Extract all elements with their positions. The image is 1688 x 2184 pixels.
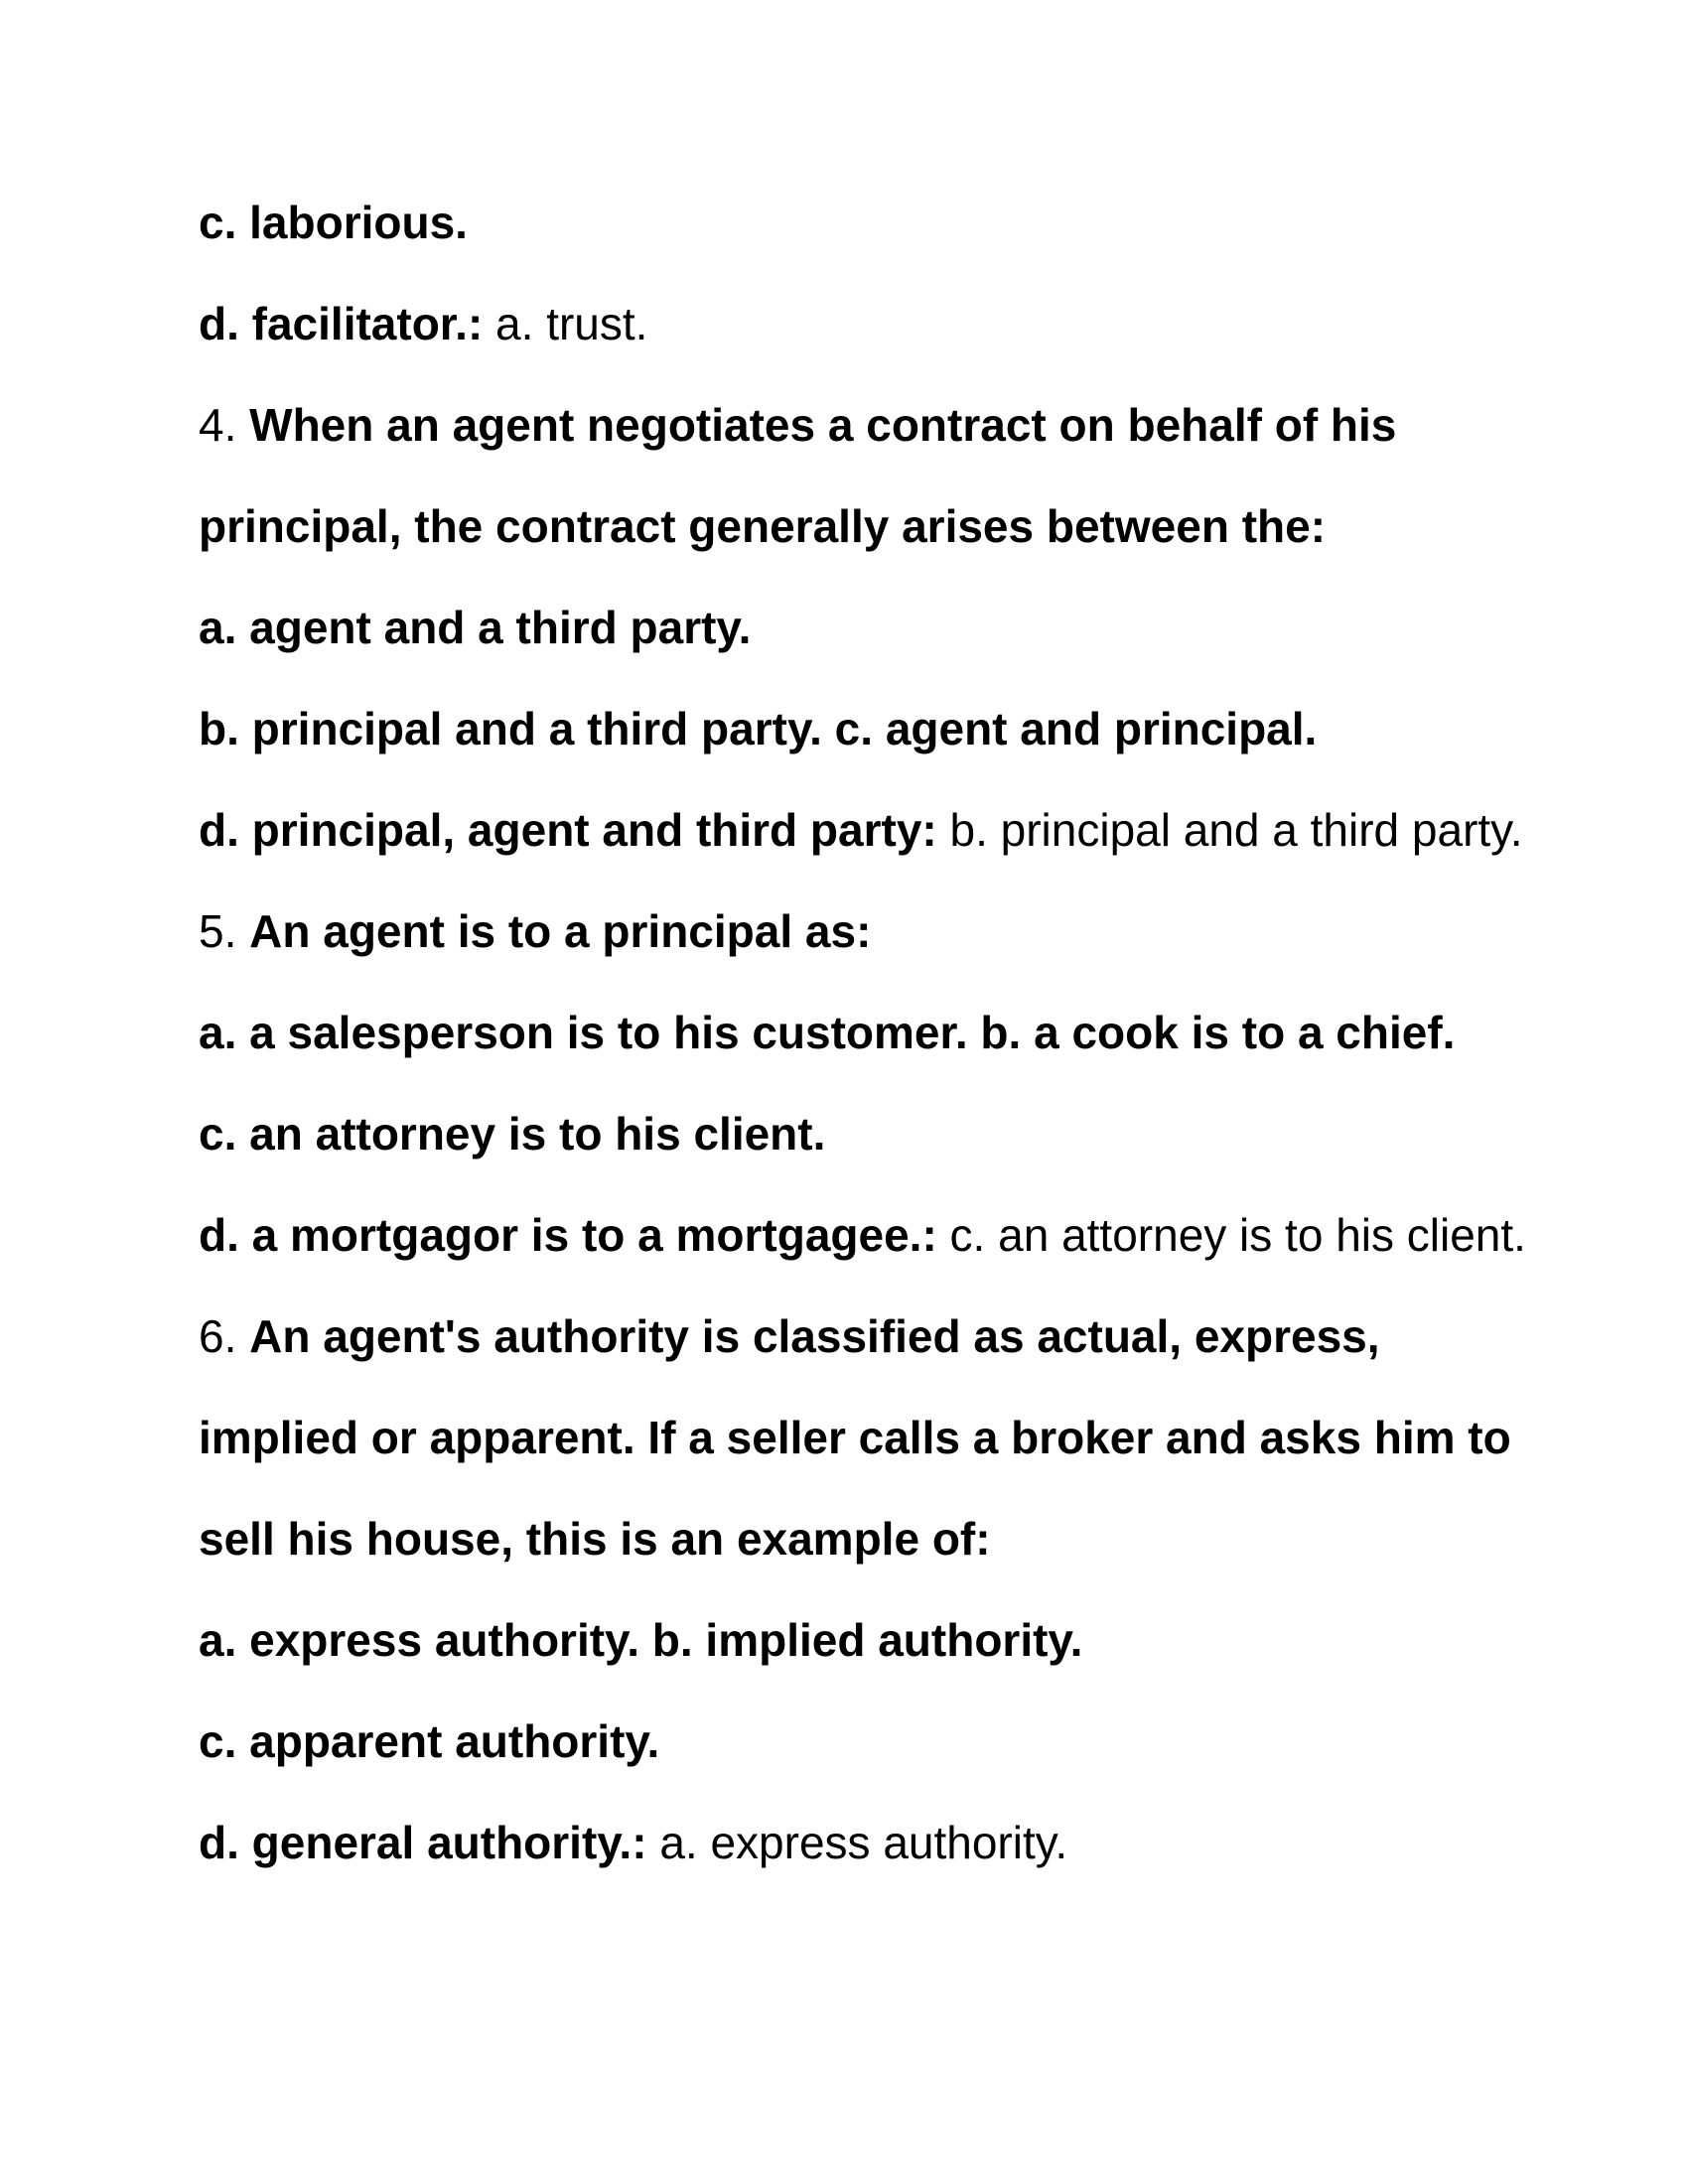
answer-text: a. trust. <box>483 298 648 349</box>
answer-text: c. an attorney is to his client. <box>936 1209 1526 1261</box>
answer-text: b. principal and a third party. <box>936 804 1523 856</box>
option-text: a. a salesperson is to his customer. b. a cook is to a chief. <box>199 1007 1456 1058</box>
question-text: When an agent negotiates a contract on behalf of his <box>249 399 1397 451</box>
question-text: An agent's authority is classified as actual, express, <box>249 1310 1380 1362</box>
question-number: 4. <box>199 399 250 451</box>
option-text: c. an attorney is to his client. <box>199 1108 826 1160</box>
question-5-options-a-b <box>199 1005 1455 1060</box>
answer-option-c-laborious <box>199 195 468 250</box>
option-text: d. principal, agent and third party: <box>199 804 937 856</box>
question-6-options-a-b <box>199 1612 1082 1668</box>
question-text: An agent is to a principal as: <box>249 905 872 957</box>
question-text: implied or apparent. If a seller calls a broker and asks him to <box>199 1412 1511 1463</box>
option-text: d. a mortgagor is to a mortgagee.: <box>199 1209 937 1261</box>
question-text: principal, the contract generally arises between the: <box>199 500 1327 552</box>
option-text: a. agent and a third party. <box>199 602 752 653</box>
question-6-option-d-answer <box>199 1815 1067 1870</box>
question-4-line-1 <box>199 397 1396 453</box>
answer-option-d-facilitator <box>199 296 647 351</box>
question-6-option-c <box>199 1713 659 1769</box>
option-text: c. apparent authority. <box>199 1715 660 1767</box>
answer-text: a. express authority. <box>646 1817 1068 1868</box>
option-text: d. general authority.: <box>199 1817 647 1868</box>
question-6-line-3 <box>199 1511 991 1567</box>
option-text: d. facilitator.: <box>199 298 484 349</box>
question-4-options-b-c <box>199 701 1317 756</box>
question-number: 6. <box>199 1310 250 1362</box>
question-5 <box>199 903 871 959</box>
question-number: 5. <box>199 905 250 957</box>
option-text: b. principal and a third party. c. agent and principal. <box>199 703 1318 754</box>
option-text: a. express authority. b. implied authority. <box>199 1614 1083 1666</box>
option-text: c. laborious. <box>199 197 468 248</box>
question-4-line-2 <box>199 498 1326 554</box>
question-6-line-2 <box>199 1410 1511 1465</box>
question-5-option-d-answer <box>199 1207 1526 1263</box>
question-5-option-c <box>199 1106 825 1161</box>
question-4-option-d-answer <box>199 802 1523 858</box>
question-4-option-a <box>199 600 751 655</box>
question-text: sell his house, this is an example of: <box>199 1513 991 1565</box>
question-6-line-1 <box>199 1308 1380 1364</box>
